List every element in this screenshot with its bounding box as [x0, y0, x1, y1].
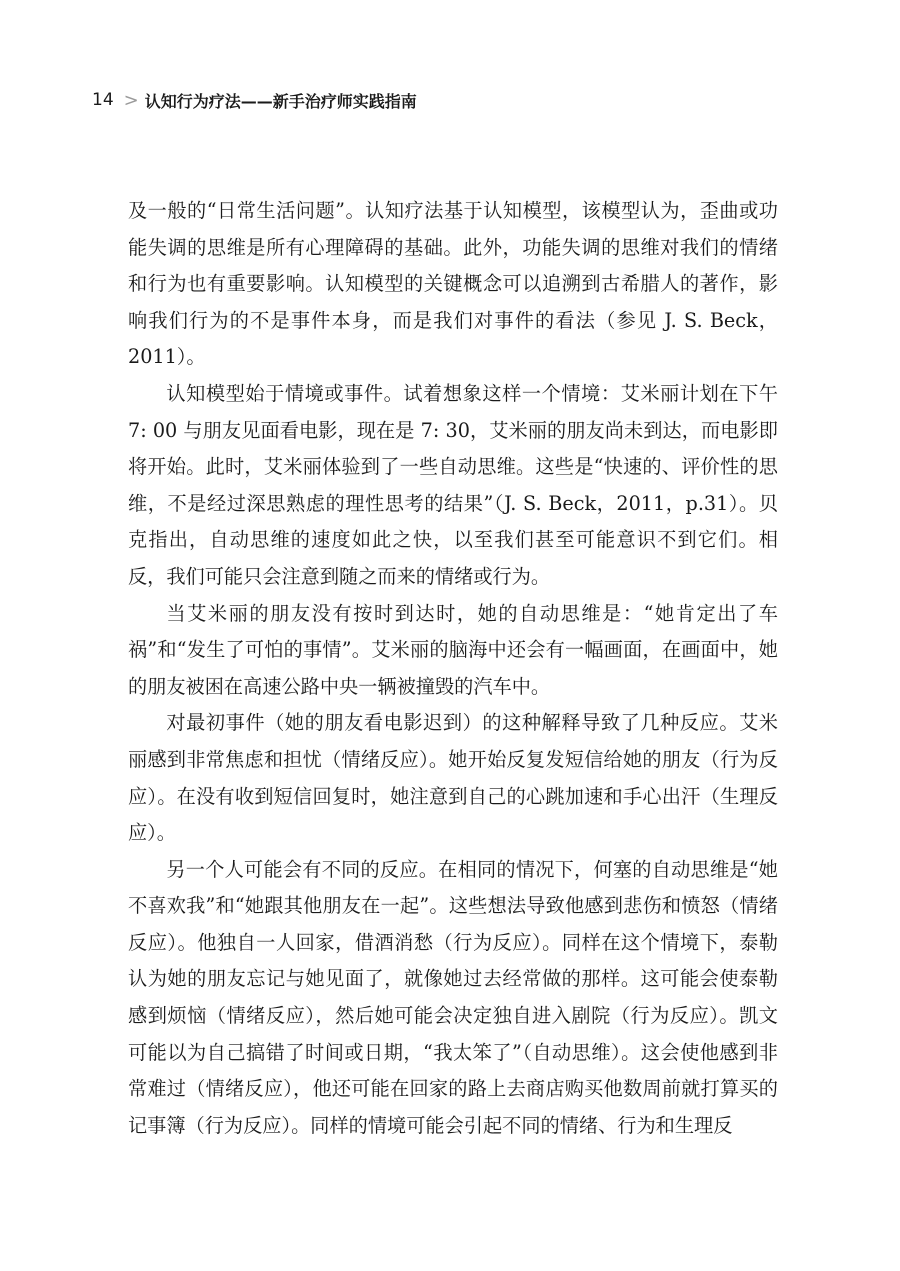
- chevron-right-icon: >: [123, 89, 139, 111]
- paragraph-3: 当艾米丽的朋友没有按时到达时，她的自动思维是：“她肯定出了车祸”和“发生了可怕的事情”。艾米丽的脑海中还会有一幅画面，在画面中，她的朋友被困在高速公路中央一辆被撞毁的汽车中。: [128, 601, 778, 698]
- body-text: [128, 193, 778, 1144]
- page-number: 14: [92, 90, 114, 110]
- book-title: 认知行为疗法——新手治疗师实践指南: [144, 91, 417, 111]
- paragraph-2: 认知模型始于情境或事件。试着想象这样一个情境：艾米丽计划在下午 7: 00 与朋友见面看电影，现在是 7: 30，艾米丽的朋友尚未到达，而电影即将开始。此时，艾米丽体验到了一些自动思维。这些是“快速的、评价性的思维，不是经过深思熟虑的理性思考的结果”（J. S. Beck，2011，p.31）。贝克指出，自动思维的速度如此之快，以至我们甚至可能意识不到它们。相反，我们可能只会注意到随之而来的情绪或行为。: [128, 381, 778, 588]
- running-header: [92, 88, 417, 112]
- paragraph-5: 另一个人可能会有不同的反应。在相同的情况下，何塞的自动思维是“她不喜欢我”和“她跟其他朋友在一起”。这些想法导致他感到悲伤和愤怒（情绪反应）。他独自一人回家，借酒消愁（行为反应）。同样在这个情境下，泰勒认为她的朋友忘记与她见面了，就像她过去经常做的那样。这可能会使泰勒感到烦恼（情绪反应），然后她可能会决定独自进入剧院（行为反应）。凯文可能以为自己搞错了时间或日期，“我太笨了”（自动思维）。这会使他感到非常难过（情绪反应），他还可能在回家的路上去商店购买他数周前就打算买的记事簿（行为反应）。同样的情境可能会引起不同的情绪、行为和生理反: [128, 857, 778, 1137]
- paragraph-4: 对最初事件（她的朋友看电影迟到）的这种解释导致了几种反应。艾米丽感到非常焦虑和担忧（情绪反应）。她开始反复发短信给她的朋友（行为反应）。在没有收到短信回复时，她注意到自己的心跳加速和手心出汗（生理反应）。: [128, 711, 778, 845]
- paragraph-1: 及一般的“日常生活问题”。认知疗法基于认知模型，该模型认为，歪曲或功能失调的思维是所有心理障碍的基础。此外，功能失调的思维对我们的情绪和行为也有重要影响。认知模型的关键概念可以追溯到古希腊人的著作，影响我们行为的不是事件本身，而是我们对事件的看法（参见 J. S. Beck，2011）。: [128, 199, 778, 369]
